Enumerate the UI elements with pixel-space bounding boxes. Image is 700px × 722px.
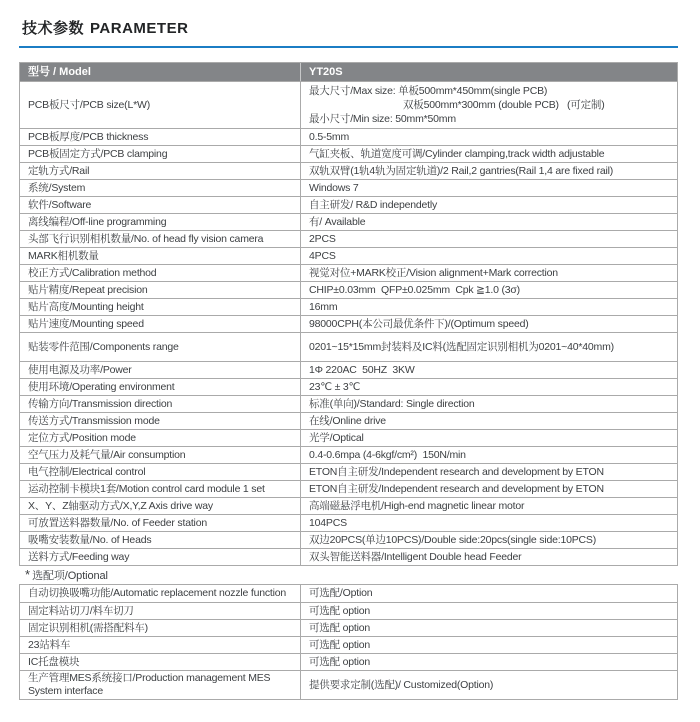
table-row bbox=[20, 412, 677, 429]
row-value: 16mm bbox=[309, 300, 338, 313]
row-value: 标准(单向)/Standard: Single direction bbox=[309, 397, 475, 410]
row-label: 使用环境/Operating environment bbox=[20, 379, 301, 395]
optional-section-label: 选配项/Optional bbox=[32, 570, 108, 582]
row-value: 双头智能送料器/Intelligent Double head Feeder bbox=[309, 550, 522, 563]
row-value: 104PCS bbox=[309, 516, 347, 529]
table-row bbox=[20, 463, 677, 480]
table-header-row bbox=[20, 63, 677, 81]
row-value-line: 最小尺寸/Min size: 50mm*50mm bbox=[309, 113, 456, 125]
table-row bbox=[20, 395, 677, 412]
title-gap bbox=[19, 48, 678, 62]
row-label: 自动切换吸嘴功能/Automatic replacement nozzle function bbox=[20, 585, 301, 602]
table-row bbox=[20, 602, 677, 619]
row-label: 贴片高度/Mounting height bbox=[20, 299, 301, 315]
optional-items-table bbox=[19, 584, 678, 700]
row-value: 视觉对位+MARK校正/Vision alignment+Mark correction bbox=[309, 266, 558, 279]
row-value: 双轨双臂(1轨4轨为固定轨道)/2 Rail,2 gantries(Rail 1,4 are fixed rail) bbox=[309, 164, 614, 177]
row-label: 送料方式/Feeding way bbox=[20, 549, 301, 565]
row-value: 可选配 option bbox=[309, 638, 371, 651]
row-value: 在线/Online drive bbox=[309, 414, 386, 427]
row-label: 校正方式/Calibration method bbox=[20, 265, 301, 281]
optional-section-header bbox=[19, 566, 678, 584]
table-row bbox=[20, 429, 677, 446]
table-row bbox=[20, 264, 677, 281]
row-value: Windows 7 bbox=[309, 181, 359, 194]
row-label: 定位方式/Position mode bbox=[20, 430, 301, 446]
row-value: 98000CPH(本公司最优条件下)/(Optimum speed) bbox=[309, 317, 529, 330]
table-row bbox=[20, 179, 677, 196]
row-label: 系统/System bbox=[20, 180, 301, 196]
row-label: 定轨方式/Rail bbox=[20, 163, 301, 179]
table-row bbox=[20, 81, 677, 128]
row-label: 生产管理MES系统接口/Production management MES System interface bbox=[20, 671, 301, 699]
row-value: 可选配 option bbox=[309, 621, 371, 634]
row-value: 可选配/Option bbox=[309, 587, 373, 599]
row-label: 传送方式/Transmission mode bbox=[20, 413, 301, 429]
table-row bbox=[20, 361, 677, 378]
row-label: 贴片精度/Repeat precision bbox=[20, 282, 301, 298]
row-label: 固定料站切刀/料车切刀 bbox=[20, 603, 301, 619]
table-row bbox=[20, 230, 677, 247]
row-label: 传输方向/Transmission direction bbox=[20, 396, 301, 412]
row-value: 自主研发/ R&D independetly bbox=[309, 198, 438, 211]
table-row bbox=[20, 670, 677, 699]
table-row bbox=[20, 196, 677, 213]
row-label: 使用电源及功率/Power bbox=[20, 362, 301, 378]
row-value-line: 最大尺寸/Max size: 单板500mm*450mm(single PCB) bbox=[309, 85, 548, 97]
row-value: 4PCS bbox=[309, 249, 336, 262]
table-row bbox=[20, 585, 677, 602]
row-value: 23℃ ± 3℃ bbox=[309, 380, 361, 393]
row-label: PCB板固定方式/PCB clamping bbox=[20, 146, 301, 162]
table-row bbox=[20, 636, 677, 653]
table-row bbox=[20, 213, 677, 230]
model-name: YT20S bbox=[309, 65, 343, 78]
row-label: 运动控制卡模块1套/Motion control card module 1 set bbox=[20, 481, 301, 497]
asterisk-marker: * bbox=[25, 567, 31, 582]
row-value: 可选配 option bbox=[309, 655, 371, 668]
row-label: 软件/Software bbox=[20, 197, 301, 213]
row-label: PCB板厚度/PCB thickness bbox=[20, 129, 301, 145]
row-value: 0.4-0.6mpa (4-6kgf/cm²) 150N/min bbox=[309, 448, 466, 461]
page-title-en: PARAMETER bbox=[90, 20, 189, 37]
page-title-zh: 技术参数 bbox=[22, 20, 85, 37]
row-value: CHIP±0.03mm QFP±0.025mm Cpk ≧1.0 (3σ) bbox=[309, 283, 520, 296]
table-row bbox=[20, 298, 677, 315]
row-value: 1Φ 220AC 50HZ 3KW bbox=[309, 363, 415, 376]
row-value: 气缸夹板、轨道宽度可调/Cylinder clamping,track width adjustable bbox=[309, 147, 605, 160]
table-row bbox=[20, 531, 677, 548]
table-row bbox=[20, 128, 677, 145]
table-row bbox=[20, 514, 677, 531]
parameter-table bbox=[19, 62, 678, 566]
row-label: IC托盘模块 bbox=[20, 654, 301, 670]
row-label: 23站料车 bbox=[20, 637, 301, 653]
table-row bbox=[20, 497, 677, 514]
row-value: 光学/Optical bbox=[309, 431, 364, 444]
table-row bbox=[20, 281, 677, 298]
row-value: 双边20PCS(单边10PCS)/Double side:20pcs(single side:10PCS) bbox=[309, 533, 597, 546]
table-row bbox=[20, 446, 677, 463]
table-row bbox=[20, 548, 677, 565]
row-value: 有/ Available bbox=[309, 215, 366, 228]
row-value: 0201~15*15mm封装料及IC料(选配固定识别相机为0201~40*40mm) bbox=[309, 340, 614, 353]
row-label: 离线编程/Off-line programming bbox=[20, 214, 301, 230]
row-label: 空气压力及耗气量/Air consumption bbox=[20, 447, 301, 463]
model-header-label: 型号 / Model bbox=[20, 63, 301, 81]
row-value: 提供要求定制(选配)/ Customized(Option) bbox=[309, 678, 494, 691]
table-row bbox=[20, 332, 677, 361]
row-value: 可选配 option bbox=[309, 604, 371, 617]
table-row bbox=[20, 653, 677, 670]
row-label: 头部飞行识别相机数量/No. of head fly vision camera bbox=[20, 231, 301, 247]
table-row bbox=[20, 378, 677, 395]
table-row bbox=[20, 162, 677, 179]
row-value: 高端磁悬浮电机/High-end magnetic linear motor bbox=[309, 499, 525, 512]
row-value-line: 双板500mm*300mm (double PCB) (可定制) bbox=[403, 99, 605, 111]
row-label: PCB板尺寸/PCB size(L*W) bbox=[20, 82, 301, 128]
page-title bbox=[19, 14, 678, 46]
row-label: 可放置送料器数量/No. of Feeder station bbox=[20, 515, 301, 531]
row-label: MARK相机数量 bbox=[20, 248, 301, 264]
table-row bbox=[20, 315, 677, 332]
row-value: 2PCS bbox=[309, 232, 336, 245]
table-row bbox=[20, 480, 677, 497]
row-label: 吸嘴安装数量/No. of Heads bbox=[20, 532, 301, 548]
row-label: 固定识别相机(需搭配料车) bbox=[20, 620, 301, 636]
table-row bbox=[20, 145, 677, 162]
row-value: ETON自主研发/Independent research and development by ETON bbox=[309, 465, 604, 478]
table-row bbox=[20, 619, 677, 636]
row-value bbox=[301, 82, 677, 128]
row-label: 贴片速度/Mounting speed bbox=[20, 316, 301, 332]
row-label: X、Y、Z轴驱动方式/X,Y,Z Axis drive way bbox=[20, 498, 301, 514]
row-value: 0.5-5mm bbox=[309, 130, 350, 143]
row-label: 电气控制/Electrical control bbox=[20, 464, 301, 480]
table-row bbox=[20, 247, 677, 264]
row-value: ETON自主研发/Independent research and development by ETON bbox=[309, 482, 604, 495]
row-label: 贴装零件范围/Components range bbox=[20, 333, 301, 361]
